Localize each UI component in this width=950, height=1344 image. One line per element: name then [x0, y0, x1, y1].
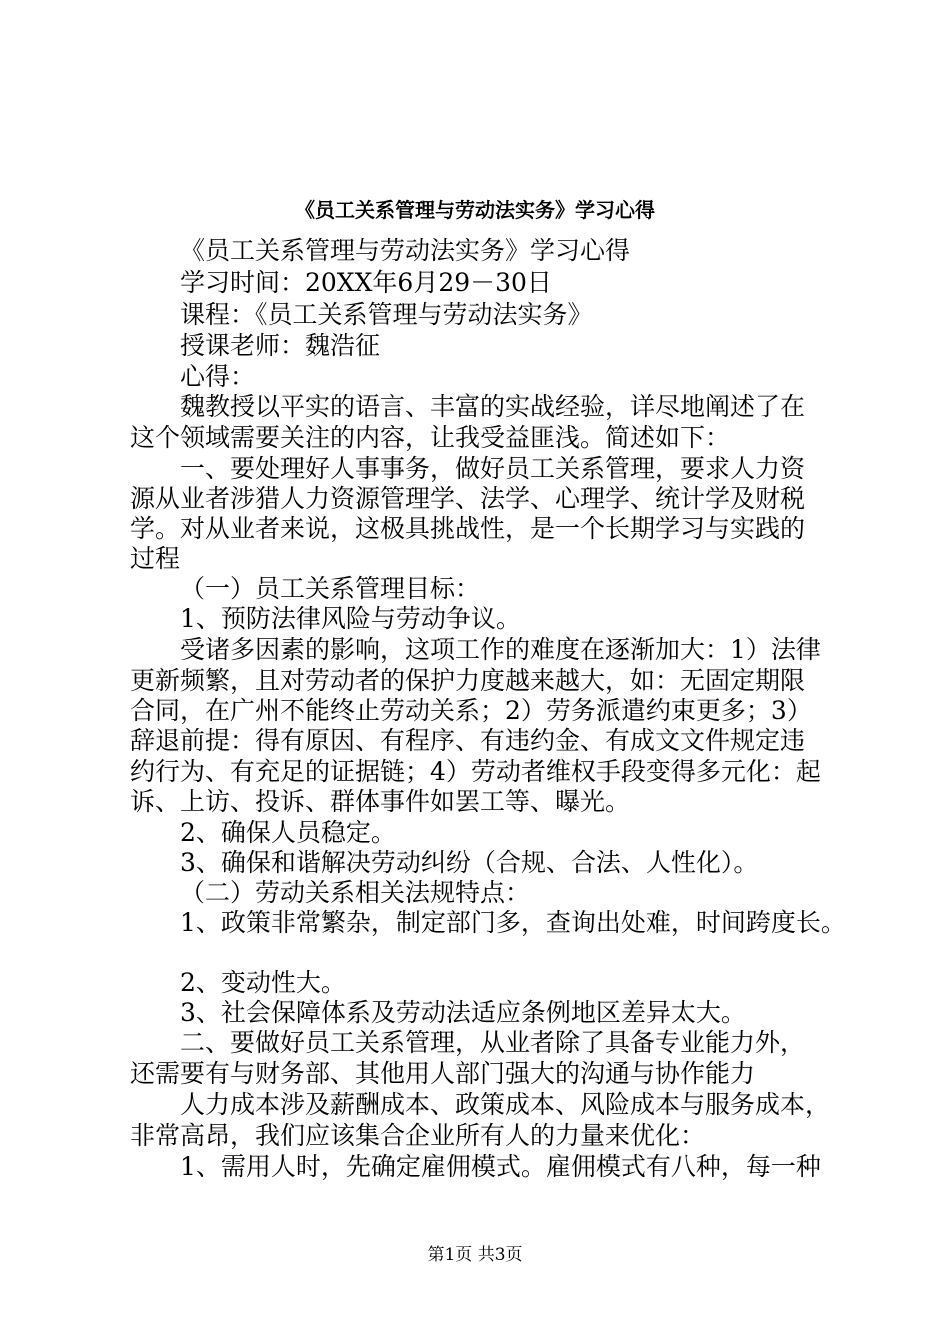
body-line: 学习时间：20XX年6月29－30日: [180, 268, 552, 297]
body-line: 诉、上访、投诉、群体事件如罢工等、曝光。: [130, 787, 631, 816]
body-line: 人力成本涉及薪酬成本、政策成本、风险成本与服务成本，: [180, 1090, 831, 1119]
body-line: 1、需用人时，先确定雇佣模式。雇佣模式有八种，每一种: [180, 1152, 821, 1181]
body-line: 一、要处理好人事事务，做好员工关系管理，要求人力资: [180, 454, 806, 483]
body-line: 授课老师：魏浩征: [180, 331, 381, 360]
body-line: 受诸多因素的影响，这项工作的难度在逐渐加大：1）法律: [180, 635, 821, 664]
body-line: 《员工关系管理与劳动法实务》学习心得: [180, 236, 631, 265]
body-line: 课程：《员工关系管理与劳动法实务》: [180, 300, 593, 329]
body-line: 源从业者涉猎人力资源管理学、法学、心理学、统计学及财税: [130, 484, 806, 513]
body-line: 辞退前提：得有原因、有程序、有违约金、有成文文件规定违: [130, 726, 806, 755]
body-line: （一）员工关系管理目标：: [180, 574, 481, 603]
body-line: 约行为、有充足的证据链；4）劳动者维权手段变得多元化：起: [130, 757, 821, 786]
page-footer: 第1页 共3页: [427, 1245, 523, 1265]
body-line: 3、社会保障体系及劳动法适应条例地区差异太大。: [180, 998, 746, 1027]
body-line: 3、确保和谐解决劳动纠纷（合规、合法、人性化）。: [180, 848, 759, 877]
body-line: 学。对从业者来说，这极具挑战性，是一个长期学习与实践的: [130, 514, 806, 543]
document-title: 《员工关系管理与劳动法实务》学习心得: [295, 198, 655, 222]
body-line: 2、变动性大。: [180, 968, 346, 997]
body-line: 1、预防法律风险与劳动争议。: [180, 604, 521, 633]
body-line: 心得：: [180, 362, 256, 391]
body-line: 二、要做好员工关系管理，从业者除了具备专业能力外，: [180, 1028, 806, 1057]
body-line: 魏教授以平实的语言、丰富的实战经验，详尽地阐述了在: [180, 392, 806, 421]
body-line: 过程: [130, 544, 181, 573]
body-line: 这个领域需要关注的内容，让我受益匪浅。简述如下：: [130, 423, 731, 452]
body-line: 非常高昂，我们应该集合企业所有人的力量来优化：: [130, 1121, 706, 1150]
body-line: 更新频繁，且对劳动者的保护力度越来越大，如：无固定期限: [130, 666, 806, 695]
body-line: 2、确保人员稳定。: [180, 818, 396, 847]
body-line: 1、政策非常繁杂，制定部门多，查询出处难，时间跨度长。: [180, 908, 846, 937]
body-line: 还需要有与财务部、其他用人部门强大的沟通与协作能力: [130, 1059, 756, 1088]
body-line: （二）劳动关系相关法规特点：: [180, 878, 531, 907]
body-line: 合同，在广州不能终止劳动关系；2）劳务派遣约束更多；3）: [130, 696, 812, 725]
